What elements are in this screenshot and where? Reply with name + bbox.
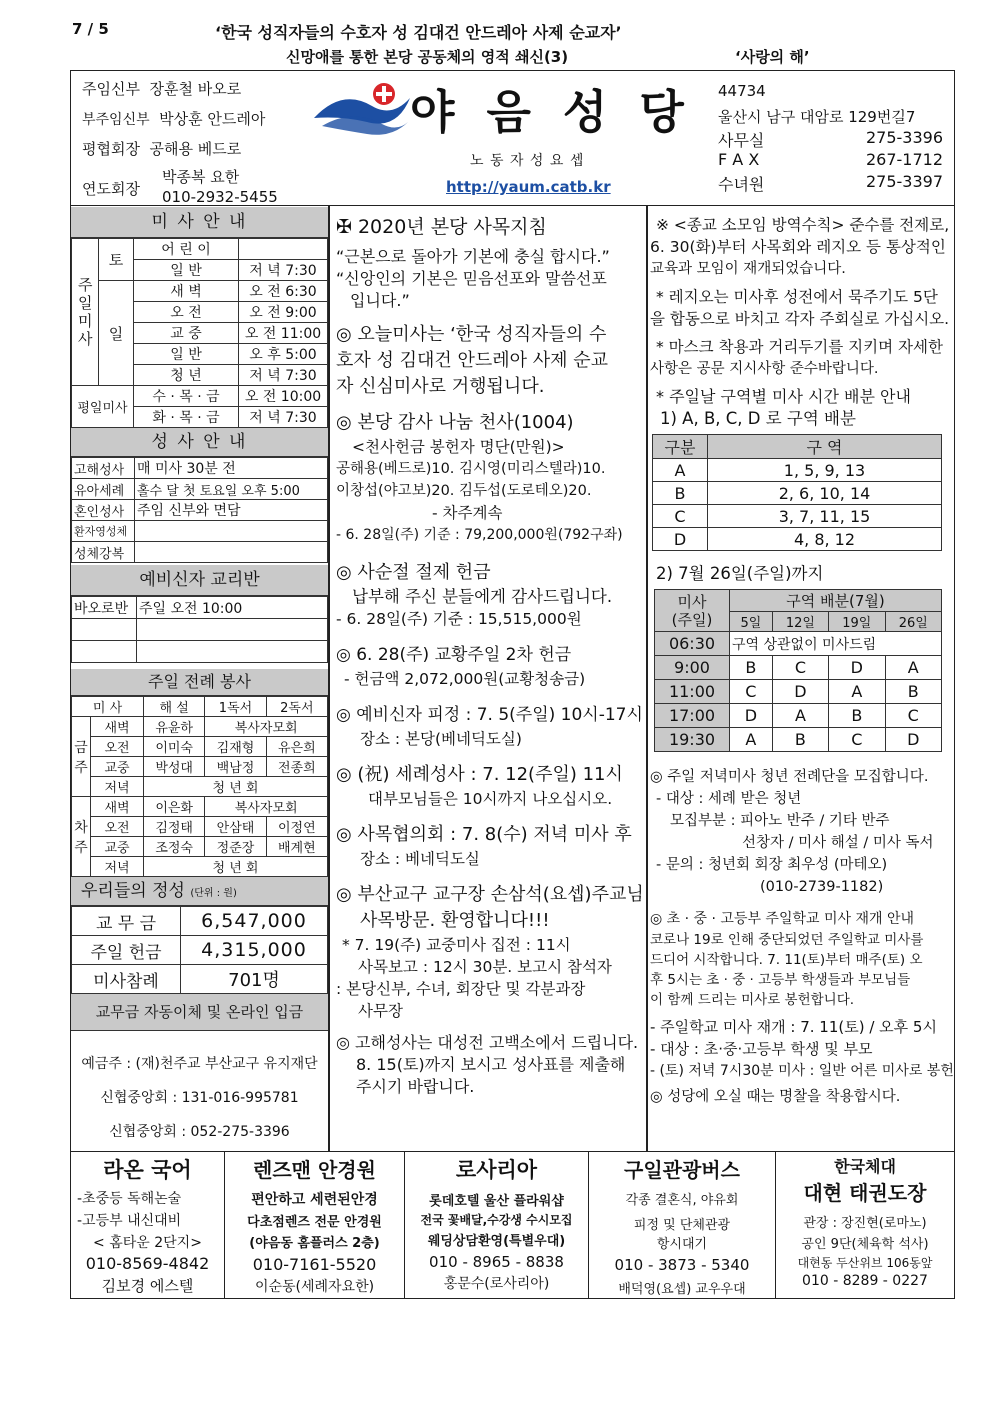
offering-name: 미사참례 (72, 965, 181, 994)
schedule-cell: C (730, 680, 773, 704)
bishop-visit-line: : 본당신부, 수녀, 회장단 및 각분과장 (336, 980, 586, 998)
thanks-sub: <천사헌금 봉헌자 명단(만원)> (352, 438, 565, 456)
schedule-time: 11:00 (655, 680, 730, 704)
zone-key: B (653, 482, 708, 505)
offering-value: 4,315,000 (181, 936, 328, 965)
confession-line: 8. 15(토)까지 보시고 성사표를 제출해 (356, 1055, 626, 1074)
bishop-visit-line: * 7. 19(주) 교중미사 집전 : 11시 (342, 936, 571, 954)
class-name (72, 619, 137, 641)
mass-time: 오 전 9:00 (239, 302, 328, 323)
lent-thanks: 납부해 주신 분들에게 감사드립니다. (352, 587, 613, 606)
zone-key: D (653, 528, 708, 551)
zone-value: 3, 7, 11, 15 (708, 505, 942, 528)
zone-header: 구분 (653, 435, 708, 459)
postcode: 44734 (718, 82, 766, 100)
patron-saint: 노 동 자 성 요 셉 (470, 153, 585, 169)
sacrament-section-title: 성 사 안 내 (71, 428, 328, 457)
staff-row: 평협회장 공해용 베드로 (82, 140, 242, 158)
zone-key: C (653, 505, 708, 528)
liturgy-cell: 유은희 (266, 737, 327, 757)
ad-line: 010 - 3873 - 5340 (614, 1256, 750, 1274)
ad-line: 관장 : 장진현(로마노) (803, 1216, 927, 1231)
ad-title: 대현 태권도장 (803, 1181, 927, 1205)
sacrament-name: 고해성사 (72, 458, 135, 479)
ad-line: 다초점렌즈 전문 안경원 (247, 1215, 382, 1230)
zone-header: 구 역 (708, 435, 942, 459)
schedule-cell: A (730, 728, 773, 752)
contact-row: 사무실 275-3396 (718, 128, 943, 150)
ad-title: 한국체대 (834, 1157, 896, 1176)
mass-table (71, 238, 328, 428)
left-column (71, 207, 328, 1141)
schedule-cell: A (829, 680, 885, 704)
class-time (137, 641, 328, 663)
liturgy-cell: 안삼태 (205, 817, 266, 837)
bank-section-title: 교무금 자동이체 및 온라인 입금 (71, 994, 328, 1031)
schedule-cell: D (829, 656, 885, 680)
theme-line-1: ‘한국 성직자들의 수호자 성 김대건 안드레아 사제 순교자’ (215, 23, 622, 42)
schedule-day: 26일 (885, 612, 941, 632)
ad-block (225, 1152, 405, 1298)
school-line: 드디어 시작합니다. 7. 11(토)부터 매주(토) 오 (650, 952, 923, 968)
sunday-mass-label: 주일미사 (72, 239, 99, 386)
liturgy-cell: 김재형 (205, 737, 266, 757)
retreat-title: ◎ 예비신자 피정 : 7. 5(주일) 10시-17시 (336, 705, 643, 725)
sacrament-value (135, 521, 328, 542)
catechumen-section-title: 예비신자 교리반 (71, 565, 328, 596)
zone-table (652, 434, 942, 551)
thanks-total: - 6. 28일(주) 기준 : 79,200,000원(792구좌) (336, 527, 623, 543)
church-logo-icon (312, 78, 412, 138)
sacrament-name: 환자영성체 (72, 521, 135, 542)
contact-row: 수녀원 275-3397 (718, 172, 943, 194)
lent-total: - 6. 28일(주) 기준 : 15,515,000원 (336, 610, 582, 628)
ad-block (405, 1152, 589, 1298)
policy-line: 입니다.” (350, 291, 410, 310)
bishop-visit-title: ◎ 부산교구 교구장 손삼석(요셉)주교님 (336, 884, 644, 905)
church-url-link[interactable]: http://yaum.catb.kr (446, 178, 611, 196)
schedule-cell: B (885, 680, 941, 704)
ad-line: 010-8569-4842 (85, 1254, 210, 1273)
sacrament-name: 성체강복 (72, 542, 135, 563)
liturgy-header: 해 설 (144, 697, 205, 717)
mass-section-title: 미 사 안 내 (71, 207, 328, 238)
next-week-label: 차주 (72, 797, 91, 877)
zone-value: 2, 6, 10, 14 (708, 482, 942, 505)
account-number: 신협중앙회 : 131-016-995781 (100, 1090, 299, 1106)
liturgy-cell: 박성대 (144, 757, 205, 777)
schedule-cell: D (885, 728, 941, 752)
liturgy-mass: 오전 (91, 817, 144, 837)
donor-line: 이창섭(야고보)20. 김두섭(도로테오)20. (336, 483, 592, 499)
liturgy-cell: 유윤하 (144, 717, 205, 737)
notice-line: ※ <종교 소모임 방역수칙> 준수를 전제로, (656, 216, 950, 234)
liturgy-table (71, 696, 328, 877)
ad-line: 010 - 8965 - 8838 (429, 1253, 564, 1271)
schedule-cell: A (772, 704, 828, 728)
mass-time: 저 녁 7:30 (239, 260, 328, 281)
saturday-label: 토 (99, 239, 134, 281)
bishop-visit-title: 사목방문. 환영합니다!!! (360, 910, 550, 931)
ad-line: 웨딩상담환영(특별우대) (427, 1234, 566, 1249)
liturgy-mass: 저녁 (91, 777, 144, 797)
ad-line: (야음동 홈플러스 2층) (249, 1236, 380, 1251)
schedule-day: 5일 (730, 612, 773, 632)
sacrament-name: 유아세례 (72, 479, 135, 500)
bishop-visit-line: 사목보고 : 12시 30분. 보고시 참석자 (358, 958, 612, 976)
staff-list (82, 78, 278, 208)
mass-time: 오 후 5:00 (239, 344, 328, 365)
ad-line: 김보경 에스텔 (101, 1277, 194, 1295)
mass-name: 교 중 (134, 323, 239, 344)
liturgy-mass: 교중 (91, 757, 144, 777)
liturgy-mass: 저녁 (91, 857, 144, 877)
youth-line: - 대상 : 세례 받은 청년 (656, 791, 802, 807)
baptism-note: 대부모님들은 10시까지 나오십시오. (368, 790, 613, 808)
sacrament-table (71, 457, 328, 563)
policy-line: “신앙인의 기본은 믿음선포와 말씀선포 (336, 269, 607, 288)
school-line: 이 함께 드리는 미사로 봉헌합니다. (650, 992, 855, 1008)
liturgy-cell: 이정연 (266, 817, 327, 837)
mass-name: 일 반 (134, 260, 239, 281)
ad-line: 배덕영(요셉) 교우우대 (618, 1282, 746, 1297)
school-line: 코로나 19로 인해 중단되었던 주일학교 미사를 (650, 932, 924, 948)
offering-value: 6,547,000 (181, 907, 328, 936)
ad-block (589, 1152, 776, 1298)
today-mass-note: ◎ 오늘미사는 ‘한국 성직자들의 수 (336, 324, 607, 345)
liturgy-section-title: 주일 전례 봉사 (71, 669, 328, 696)
thanks-title: ◎ 본당 감사 나눔 천사(1004) (336, 412, 574, 433)
ad-line: -초중등 독해논술 (77, 1191, 182, 1207)
schedule-header: 구역 배분(7월) (730, 590, 942, 612)
ad-line: -고등부 내신대비 (77, 1213, 182, 1229)
weekday-mass-label: 평일미사 (72, 386, 134, 428)
right-column (650, 214, 952, 1108)
staff-row: 연도회장 박종복 요한 010-2932-5455 (82, 168, 278, 206)
sunday-label: 일 (99, 281, 134, 386)
council-title: ◎ 사목협의회 : 7. 8(수) 저녁 미사 후 (336, 824, 632, 845)
pope-collection-title: ◎ 6. 28(주) 교황주일 2차 헌금 (336, 645, 572, 665)
liturgy-cell: 청 년 회 (144, 857, 328, 877)
contact-row: F A X 267-1712 (718, 150, 943, 169)
policy-line: “근본으로 돌아가 기본에 충실 합시다.” (336, 247, 610, 266)
ad-title: 로사리아 (455, 1158, 538, 1182)
today-mass-note: 호자 성 김대건 안드레아 사제 순교 (336, 350, 609, 371)
zone-subtitle: 1) A, B, C, D 로 구역 배분 (660, 409, 856, 428)
liturgy-header: 2독서 (266, 697, 327, 717)
schedule-time: 9:00 (655, 656, 730, 680)
mass-time: 오 전 11:00 (239, 323, 328, 344)
account-holder: 예금주 : (재)천주교 부산교구 유지재단 (81, 1056, 318, 1072)
liturgy-mass: 교중 (91, 837, 144, 857)
mass-name: 수 · 목 · 금 (134, 386, 239, 407)
liturgy-cell: 백남정 (205, 757, 266, 777)
lent-title: ◎ 사순절 절제 헌금 (336, 562, 491, 583)
liturgy-header: 1독서 (205, 697, 266, 717)
staff-row: 주임신부 장훈철 바오로 (82, 80, 242, 98)
offering-name: 교 무 금 (72, 907, 181, 936)
donor-line: 공해용(베드로)10. 김시영(미리스텔라)10. (336, 461, 606, 477)
policy-title: ✠ 2020년 본당 사목지침 (336, 216, 547, 238)
ad-line: 이순동(세례자요한) (254, 1279, 375, 1295)
this-week-label: 금주 (72, 717, 91, 797)
liturgy-cell: 청 년 회 (144, 777, 328, 797)
liturgy-cell: 복사자모회 (205, 717, 328, 737)
youth-line: 선창자 / 미사 해설 / 미사 독서 (742, 835, 934, 851)
schedule-time: 06:30 (655, 632, 730, 656)
church-name: 야 음 성 당 (410, 85, 692, 139)
school-line: - 대상 : 초·중·고등부 학생 및 부모 (650, 1040, 873, 1058)
ad-title: 렌즈맨 안경원 (253, 1158, 376, 1182)
youth-title: ◎ 주일 저녁미사 청년 전례단을 모집합니다. (650, 769, 929, 785)
name-badge-notice: ◎ 성당에 오실 때는 명찰을 착용합시다. (650, 1089, 901, 1105)
address: 울산시 남구 대암로 129번길7 (718, 108, 916, 126)
ad-line: 편안하고 세련된안경 (251, 1192, 378, 1208)
schedule-cell: D (730, 704, 773, 728)
schedule-table (654, 589, 942, 752)
schedule-cell: C (772, 656, 828, 680)
ad-line: 010 - 8289 - 0227 (802, 1273, 928, 1289)
notice-line: 6. 30(화)부터 사목회와 레지오 등 통상적인 (650, 238, 946, 256)
class-name (72, 641, 137, 663)
catechumen-table (71, 596, 328, 663)
account-number: 신협중앙회 : 052-275-3396 (109, 1124, 290, 1140)
ad-line: 010-7161-5520 (252, 1255, 377, 1274)
mass-name: 어 린 이 (134, 239, 239, 260)
class-time: 주일 오전 10:00 (137, 597, 328, 619)
mass-time: 오 전 10:00 (239, 386, 328, 407)
year-theme: ‘사랑의 해’ (735, 48, 810, 66)
staff-row: 부주임신부 박상훈 안드레아 (82, 110, 266, 128)
youth-line: 모집부분 : 피아노 반주 / 기타 반주 (670, 813, 890, 829)
ad-line: < 홈타운 2단지> (93, 1235, 202, 1251)
liturgy-cell: 이은화 (144, 797, 205, 817)
notice-line: 을 합동으로 바치고 각자 주회실로 가십시오. (650, 310, 950, 328)
school-line: 후 5시는 초 · 중 · 고등부 학생들과 부모님들 (650, 972, 911, 988)
ad-block (776, 1152, 954, 1298)
zone-value: 4, 8, 12 (708, 528, 942, 551)
mass-time: 저 녁 7:30 (239, 407, 328, 428)
mass-time: 저 녁 7:30 (239, 365, 328, 386)
today-mass-note: 자 신심미사로 거행됩니다. (336, 376, 545, 397)
column-divider (328, 206, 330, 1152)
notice-line: * 주일날 구역별 미사 시간 배분 안내 (656, 387, 911, 406)
mass-name: 일 반 (134, 344, 239, 365)
sacrament-name: 혼인성사 (72, 500, 135, 521)
pope-collection-amount: - 헌금액 2,072,000원(교황청송금) (344, 670, 586, 688)
mass-name: 새 벽 (134, 281, 239, 302)
youth-line: - 문의 : 청년회 회장 최우성 (마테오) (656, 857, 888, 873)
schedule-time: 19:30 (655, 728, 730, 752)
liturgy-header: 미 사 (72, 697, 144, 717)
offering-table (71, 906, 328, 994)
schedule-title: 2) 7월 26일(주일)까지 (656, 564, 824, 583)
school-line: - 주일학교 미사 재개 : 7. 11(토) / 오후 5시 (650, 1018, 937, 1036)
mass-name: 화 · 목 · 금 (134, 407, 239, 428)
schedule-cell: B (772, 728, 828, 752)
ad-line: 대현동 두산위브 106동앞 (797, 1256, 933, 1270)
schedule-note: 구역 상관없이 미사드림 (730, 632, 942, 656)
school-line: - (토) 저녁 7시30분 미사 : 일반 어른 미사로 봉헌 (650, 1063, 954, 1079)
mass-time (239, 239, 328, 260)
schedule-cell: C (829, 728, 885, 752)
class-time (137, 619, 328, 641)
baptism-title: ◎ (祝) 세례성사 : 7. 12(주일) 11시 (336, 764, 623, 785)
liturgy-mass: 새벽 (91, 797, 144, 817)
sacrament-value: 홀수 달 첫 토요일 오후 5:00 (135, 479, 328, 500)
theme-line-2: 신망애를 통한 본당 공동체의 영적 쇄신(3) (286, 48, 569, 66)
sacrament-value: 매 미사 30분 전 (135, 458, 328, 479)
ad-line: 공인 9단(체육학 석사) (801, 1237, 929, 1252)
school-title: ◎ 초 · 중 · 고등부 주일학교 미사 재개 안내 (650, 911, 915, 927)
schedule-day: 19일 (829, 612, 885, 632)
confession-title: ◎ 고해성사는 대성전 고백소에서 드립니다. (336, 1033, 639, 1052)
mass-name: 청 년 (134, 365, 239, 386)
liturgy-cell: 전종희 (266, 757, 327, 777)
liturgy-cell: 복사자모회 (205, 797, 328, 817)
liturgy-cell: 조정숙 (144, 837, 205, 857)
liturgy-mass: 새벽 (91, 717, 144, 737)
council-place: 장소 : 베네딕도실 (360, 850, 480, 868)
column-divider (646, 206, 648, 1152)
notice-line: 사항은 공문 지시사항 준수바랍니다. (650, 361, 879, 377)
zone-key: A (653, 459, 708, 482)
ad-title: 구일관광버스 (624, 1158, 740, 1182)
schedule-cell: A (885, 656, 941, 680)
zone-value: 1, 5, 9, 13 (708, 459, 942, 482)
confession-line: 주시기 바랍니다. (356, 1077, 475, 1096)
ad-line: 피정 및 단체관광 (633, 1218, 731, 1233)
schedule-cell: B (730, 656, 773, 680)
schedule-cell: B (829, 704, 885, 728)
mass-name: 오 전 (134, 302, 239, 323)
schedule-cell: D (772, 680, 828, 704)
middle-column (336, 214, 642, 1098)
page-number: 7 / 5 (72, 20, 109, 38)
continued-note: - 차주계속 (432, 504, 503, 522)
schedule-cell: C (885, 704, 941, 728)
ad-line: 전국 꽃배달,수강생 수시모집 (420, 1213, 573, 1227)
ad-block (71, 1152, 225, 1298)
ad-line: 항시대기 (656, 1237, 708, 1252)
notice-line: * 마스크 착용과 거리두기를 지키며 자세한 (656, 338, 943, 356)
ad-line: 각종 결혼식, 야유회 (625, 1193, 739, 1208)
mass-time: 오 전 6:30 (239, 281, 328, 302)
offering-name: 주일 헌금 (72, 936, 181, 965)
offering-value: 701명 (181, 965, 328, 994)
sacrament-value: 주임 신부와 면담 (135, 500, 328, 521)
class-name: 바오로반 (72, 597, 137, 619)
offering-section-title: 우리들의 정성 (단위 : 원) (71, 877, 328, 906)
schedule-day: 12일 (772, 612, 828, 632)
schedule-time: 17:00 (655, 704, 730, 728)
ad-line: 홍문수(로사리아) (443, 1276, 550, 1292)
retreat-place: 장소 : 본당(베네딕도실) (360, 730, 522, 748)
youth-line: (010-2739-1182) (760, 879, 884, 895)
notice-line: * 레지오는 미사후 성전에서 묵주기도 5단 (656, 288, 938, 306)
liturgy-cell: 정준장 (205, 837, 266, 857)
ad-title: 라온 국어 (103, 1158, 192, 1182)
schedule-header: 미사 (주일) (655, 590, 730, 632)
liturgy-cell: 배계현 (266, 837, 327, 857)
ad-line: 롯데호텔 울산 플라워샵 (429, 1194, 564, 1209)
liturgy-mass: 오전 (91, 737, 144, 757)
sacrament-value (135, 542, 328, 563)
liturgy-cell: 김정태 (144, 817, 205, 837)
notice-line: 교육과 모임이 재개되었습니다. (650, 261, 846, 277)
liturgy-cell: 이미숙 (144, 737, 205, 757)
bishop-visit-line: 사무장 (358, 1002, 403, 1020)
